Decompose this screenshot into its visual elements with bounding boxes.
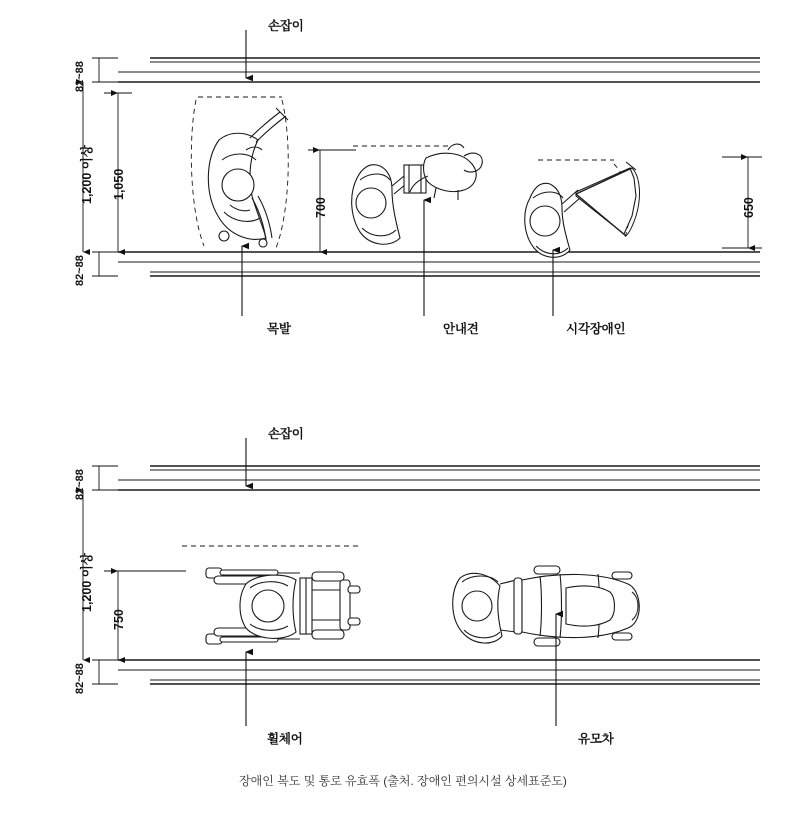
dim-rail-height-upper-top: 82~88 — [74, 61, 86, 92]
label-wheelchair: 휠체어 — [267, 732, 303, 746]
dim-wheelchair-width: 750 — [112, 609, 126, 630]
dim-rail-height-upper-bottom: 82~88 — [74, 255, 86, 286]
label-crutch: 목발 — [267, 322, 291, 336]
dim-guide-dog-width: 700 — [314, 197, 328, 218]
dim-rail-height-lower-top: 82~88 — [74, 469, 86, 500]
label-guide-dog: 안내견 — [443, 322, 479, 336]
label-blind-person: 시각장애인 — [566, 322, 626, 336]
label-stroller: 유모차 — [578, 732, 614, 746]
figure-caption: 장애인 복도 및 통로 유효폭 (출처. 장애인 편의시설 상세표준도) — [239, 774, 567, 788]
dim-blind-person-width: 650 — [742, 197, 756, 218]
label-handrail-lower: 손잡이 — [268, 427, 304, 441]
label-handrail-upper: 손잡이 — [268, 19, 304, 33]
dim-corridor-width-lower: 1,200 이상 — [80, 553, 94, 612]
dim-rail-height-lower-bottom: 82~88 — [74, 663, 86, 694]
dim-corridor-width-upper: 1,200 이상 — [80, 145, 94, 204]
dim-crutch-width: 1,050 — [112, 168, 126, 200]
